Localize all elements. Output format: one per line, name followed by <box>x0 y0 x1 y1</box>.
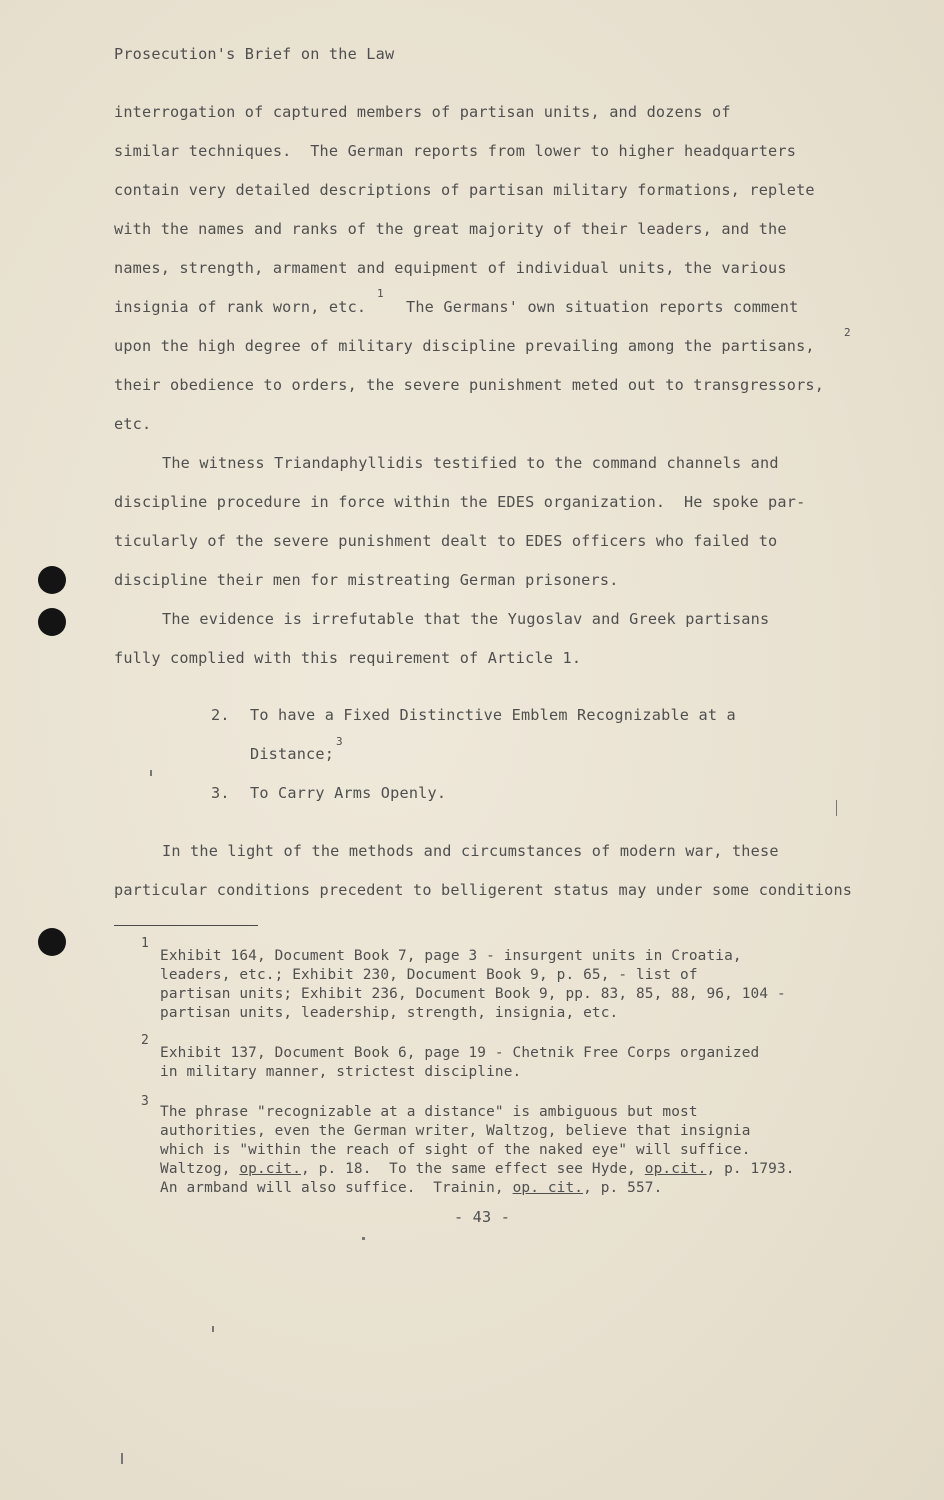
footnote-ref-3: 3 <box>336 735 343 748</box>
page-number: - 43 - <box>454 1208 511 1226</box>
body-line: The witness Triandaphyllidis testified to the command channels and <box>162 454 779 472</box>
footnote-separator <box>114 925 258 926</box>
footnote-number: 1 <box>141 936 149 951</box>
body-line: insignia of rank worn, etc. <box>114 298 367 316</box>
footnote-line: in military manner, strictest discipline. <box>160 1064 522 1080</box>
footnote-number: 2 <box>141 1033 149 1048</box>
body-line: similar techniques. The German reports from lower to higher headquarters <box>114 142 797 160</box>
punch-hole <box>38 928 66 956</box>
body-line: The evidence is irrefutable that the Yugoslav and Greek partisans <box>162 610 770 628</box>
scan-speck <box>836 800 837 816</box>
footnote-number: 3 <box>141 1094 149 1109</box>
footnote-line: partisan units, leadership, strength, insignia, etc. <box>160 1005 619 1021</box>
body-line: etc. <box>114 415 152 433</box>
condition-number: 3. <box>211 784 230 802</box>
body-line: ticularly of the severe punishment dealt to EDES officers who failed to <box>114 532 778 550</box>
body-line: In the light of the methods and circumstances of modern war, these <box>162 842 779 860</box>
condition-heading: To Carry Arms Openly. <box>250 784 447 802</box>
scan-speck <box>362 1237 365 1240</box>
body-line: names, strength, armament and equipment of individual units, the various <box>114 259 787 277</box>
punch-hole <box>38 566 66 594</box>
footnote-ref-2: 2 <box>844 326 851 339</box>
scan-speck <box>150 770 152 776</box>
body-line: discipline procedure in force within the EDES organization. He spoke par- <box>114 493 806 511</box>
scan-speck <box>212 1326 214 1332</box>
footnote-line: Exhibit 164, Document Book 7, page 3 - insurgent units in Croatia, <box>160 948 742 964</box>
body-line: upon the high degree of military discipline prevailing among the partisans, <box>114 337 815 355</box>
footnote-line: An armband will also suffice. Trainin, op. cit., p. 557. <box>160 1180 663 1196</box>
condition-heading: Distance; <box>250 745 335 763</box>
scan-speck <box>121 1453 123 1464</box>
condition-heading: To have a Fixed Distinctive Emblem Recognizable at a <box>250 706 736 724</box>
body-line: contain very detailed descriptions of partisan military formations, replete <box>114 181 815 199</box>
body-line: particular conditions precedent to belligerent status may under some conditions <box>114 881 853 899</box>
footnote-line: The phrase "recognizable at a distance" is ambiguous but most <box>160 1104 698 1120</box>
footnote-ref-1: 1 <box>377 287 384 300</box>
footnote-line: partisan units; Exhibit 236, Document Book 9, pp. 83, 85, 88, 96, 104 - <box>160 986 786 1002</box>
footnote-line: authorities, even the German writer, Waltzog, believe that insignia <box>160 1123 751 1139</box>
footnote-line: Waltzog, op.cit., p. 18. To the same effect see Hyde, op.cit., p. 1793. <box>160 1161 795 1177</box>
punch-hole <box>38 608 66 636</box>
footnote-line: which is "within the reach of sight of the naked eye" will suffice. <box>160 1142 751 1158</box>
footnote-line: Exhibit 137, Document Book 6, page 19 - Chetnik Free Corps organized <box>160 1045 760 1061</box>
body-line: discipline their men for mistreating German prisoners. <box>114 571 619 589</box>
body-line: The Germans' own situation reports comment <box>406 298 799 316</box>
condition-number: 2. <box>211 706 230 724</box>
body-line: with the names and ranks of the great majority of their leaders, and the <box>114 220 787 238</box>
footnote-line: leaders, etc.; Exhibit 230, Document Book 9, p. 65, - list of <box>160 967 698 983</box>
body-line: interrogation of captured members of partisan units, and dozens of <box>114 103 731 121</box>
body-line: fully complied with this requirement of Article 1. <box>114 649 582 667</box>
page-header: Prosecution's Brief on the Law <box>114 45 395 63</box>
body-line: their obedience to orders, the severe punishment meted out to transgressors, <box>114 376 825 394</box>
